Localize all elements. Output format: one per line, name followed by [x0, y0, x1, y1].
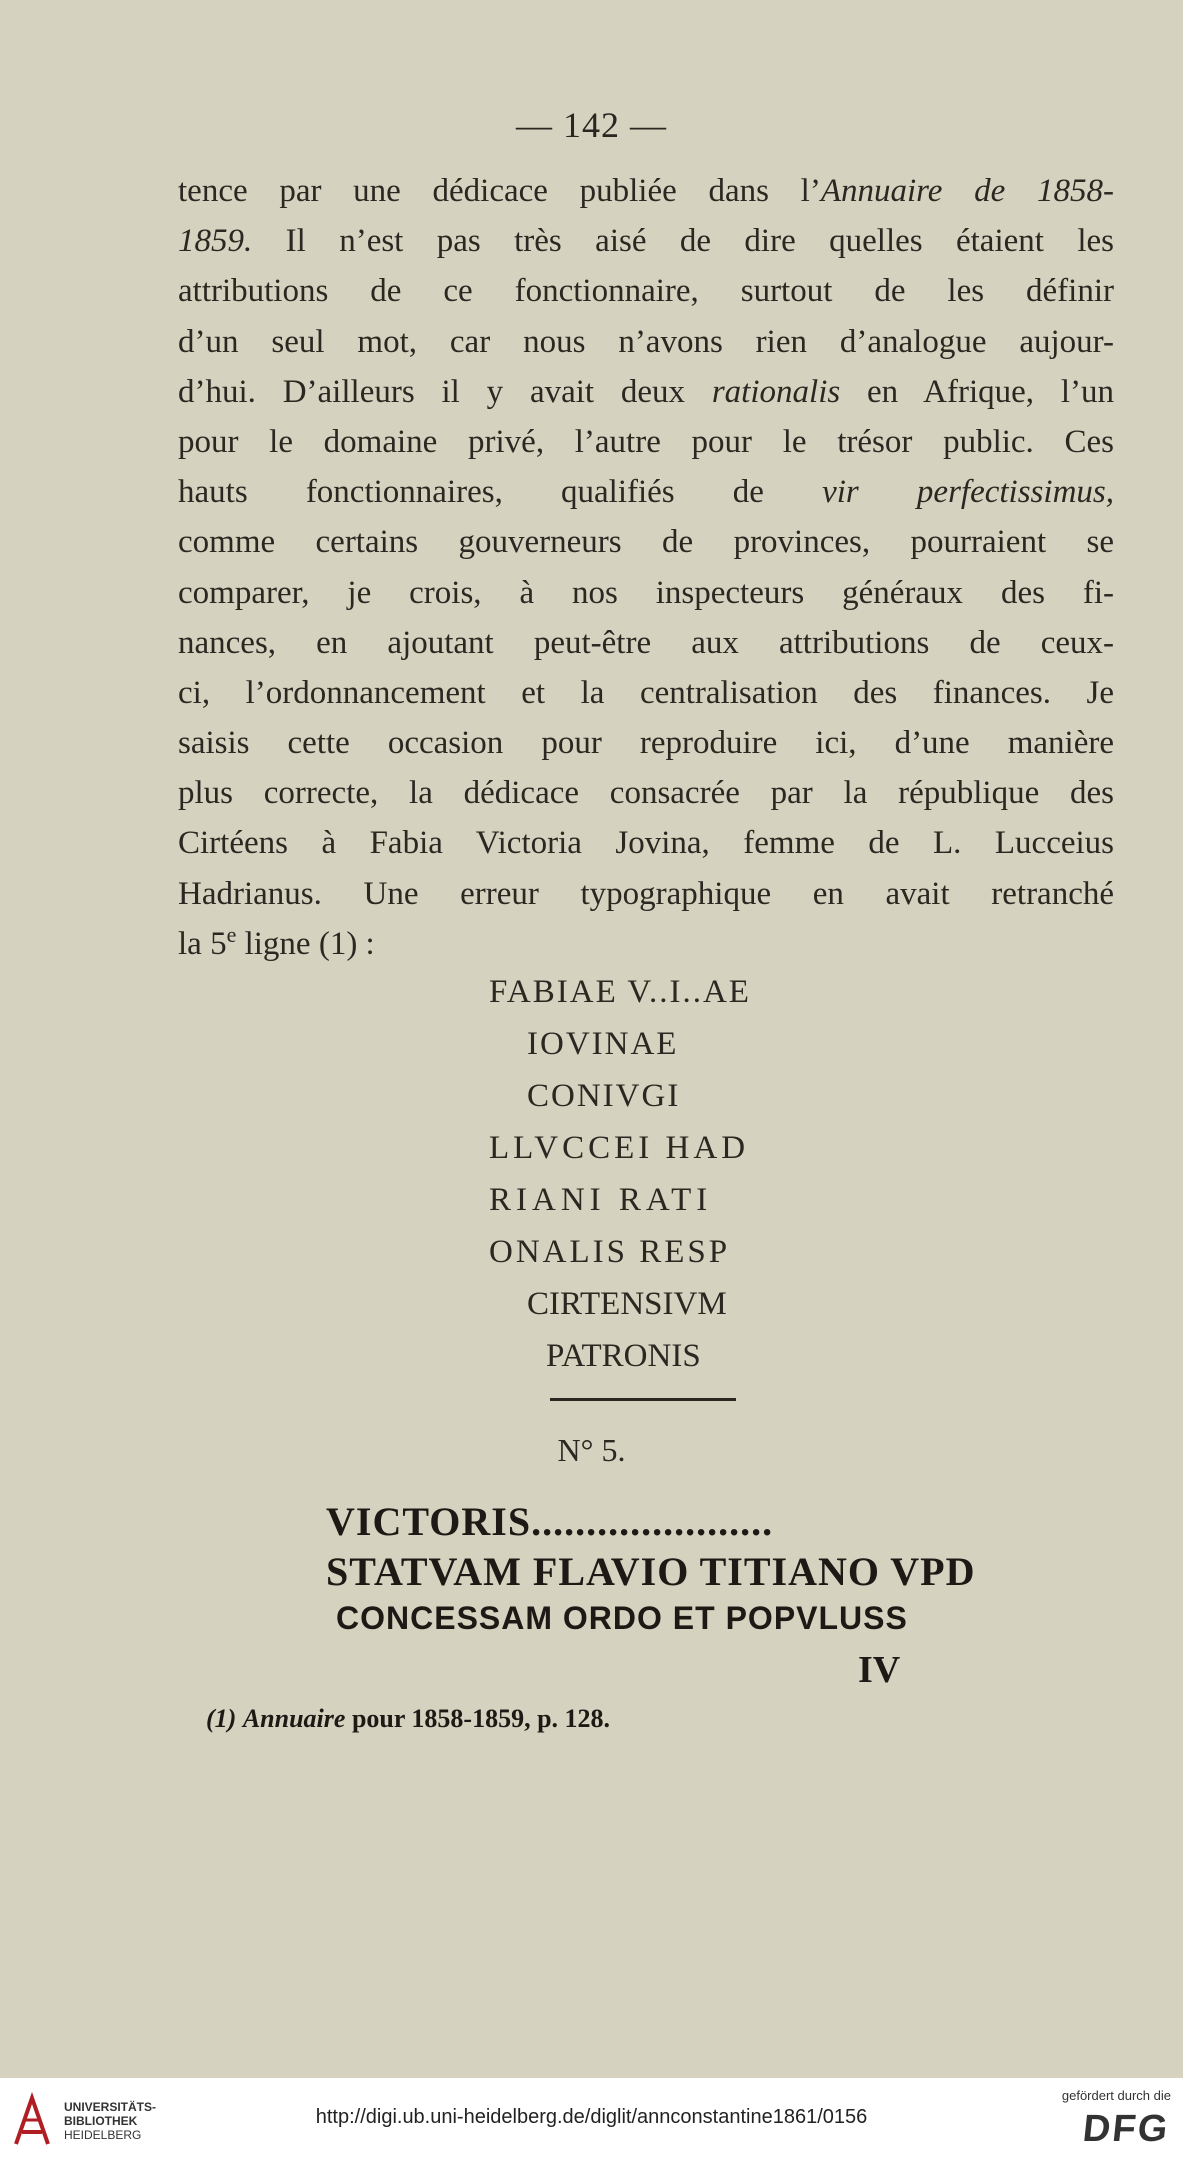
italic-text: 1859. — [178, 223, 253, 260]
text-line — [178, 517, 1114, 567]
text-line — [178, 718, 1114, 768]
italic-text: vir perfectissimus, — [822, 474, 1114, 511]
text-segment: pour le domaine privé, l’autre pour le trésor public. Ces — [178, 423, 1114, 460]
inscription-line: LLVCCEI HAD — [489, 1130, 750, 1166]
text-line — [178, 919, 1114, 969]
text-line — [178, 166, 1114, 216]
inscription-line: RIANI RATI — [489, 1182, 713, 1218]
text-segment: en Afrique, l’un — [840, 373, 1114, 410]
text-line — [178, 618, 1114, 668]
modern-inscription-line-1: VICTORIS...................... — [326, 1499, 774, 1544]
footnote-marker: (1) — [206, 1704, 237, 1733]
inscription-line: IOVINAE — [527, 1026, 679, 1062]
text-line — [178, 367, 1114, 417]
text-segment: d’hui. D’ailleurs il y avait deux — [178, 373, 712, 410]
text-segment: comme certains gouverneurs de provinces, pourraient se — [178, 524, 1114, 561]
modern-inscription-line-4: IV — [858, 1649, 901, 1691]
inscription-line: ONALIS RESP — [489, 1234, 731, 1270]
text-line — [178, 568, 1114, 618]
footnote-title: Annuaire — [242, 1704, 346, 1733]
text-line — [178, 668, 1114, 718]
text-segment: Cirtéens à Fabia Victoria Jovina, femme de L. Lucceius — [178, 825, 1114, 862]
text-segment: Il n’est pas très aisé de dire quelles étaient les — [252, 223, 1114, 260]
library-name-line: HEIDELBERG — [64, 2128, 142, 2142]
text-segment: ci, l’ordonnancement et la centralisation des finances. Je — [178, 674, 1114, 711]
page-number: — 142 — — [516, 105, 667, 145]
library-name-line: BIBLIOTHEK — [64, 2114, 138, 2128]
text-line — [178, 869, 1114, 919]
modern-inscription-line-3: CONCESSAM ORDO ET POPVLUSS — [336, 1600, 908, 1636]
viewer-footer — [0, 2078, 1183, 2163]
modern-inscription-line-2: STATVAM FLAVIO TITIANO VPD — [326, 1549, 976, 1594]
text-segment: hauts fonctionnaires, qualifiés de — [178, 474, 823, 511]
inscription-line: CIRTENSIVM — [527, 1286, 727, 1322]
funder-label: gefördert durch die — [1061, 2088, 1171, 2103]
footnote-text: pour 1858-1859, p. 128. — [345, 1704, 611, 1733]
inscription-line: PATRONIS — [546, 1338, 701, 1374]
text-segment: nances, en ajoutant peut-être aux attributions de ceux- — [178, 624, 1114, 661]
text-segment: ligne (1) : — [236, 925, 375, 962]
footnote — [206, 1704, 610, 1734]
italic-text: rationalis — [711, 373, 841, 410]
text-segment: attributions de ce fonctionnaire, surtout de les définir — [178, 273, 1114, 310]
text-line — [178, 417, 1114, 467]
body-paragraph — [178, 166, 1114, 969]
library-name-line: UNIVERSITÄTS- — [64, 2100, 157, 2114]
text-line — [178, 818, 1114, 868]
text-line — [178, 317, 1114, 367]
funder-logo: DFG — [1080, 2108, 1172, 2150]
text-segment: saisis cette occasion pour reproduire ici, d’une manière — [178, 725, 1114, 762]
italic-text: Annuaire de 1858- — [820, 173, 1114, 209]
superscript-text: e — [226, 921, 237, 947]
text-line — [178, 216, 1114, 266]
text-line — [178, 768, 1114, 818]
inscription-line: FABIAE V..I..AE — [489, 974, 751, 1010]
text-segment: comparer, je crois, à nos inspecteurs généraux des fi- — [178, 574, 1114, 611]
text-line — [178, 467, 1114, 517]
text-line — [178, 266, 1114, 316]
section-heading: N° 5. — [557, 1432, 626, 1468]
text-segment: plus correcte, la dédicace consacrée par la république des — [178, 775, 1114, 812]
text-segment: tence par une dédicace publiée dans l’ — [178, 173, 821, 209]
section-divider — [550, 1398, 736, 1401]
text-segment: Hadrianus. Une erreur typographique en avait retranché — [178, 875, 1114, 912]
permalink-url[interactable]: http://digi.ub.uni-heidelberg.de/diglit/annconstantine1861/0156 — [315, 2106, 868, 2128]
text-segment: la 5 — [178, 925, 227, 962]
inscription-line: CONIVGI — [527, 1078, 681, 1114]
text-segment: d’un seul mot, car nous n’avons rien d’analogue aujour- — [178, 323, 1114, 360]
